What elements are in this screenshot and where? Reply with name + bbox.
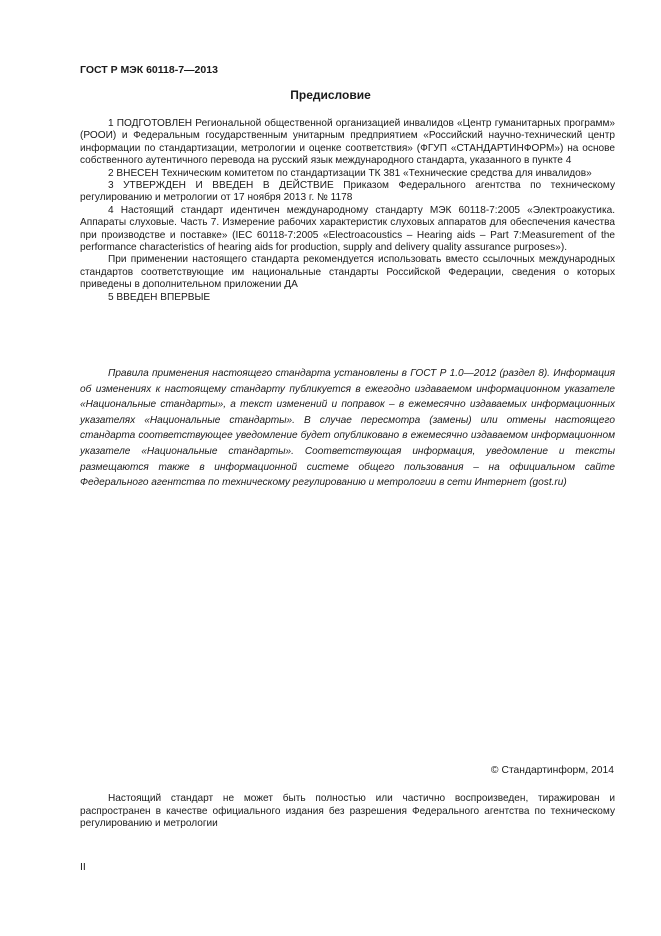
- page-number: II: [80, 861, 86, 873]
- paragraph-first-introduced: 5 ВВЕДЕН ВПЕРВЫЕ: [108, 291, 211, 303]
- copyright-symbol: ©: [490, 765, 499, 776]
- paragraph-submitted-by: 2 ВНЕСЕН Техническим комитетом по стандартизации ТК 381 «Технические средства для инвалидов»: [108, 167, 592, 179]
- foreword-body: [80, 118, 615, 304]
- page-title: Предисловие: [290, 88, 371, 102]
- paragraph-references-note: При применении настоящего стандарта рекомендуется использовать вместо ссылочных международных стандартов соответствующие им национальные стандарты Российской Федерации, сведения о которых приведены в дополнительном приложении ДА: [80, 254, 615, 291]
- copyright-line: [491, 765, 614, 776]
- paragraph-identical-standard: 4 Настоящий стандарт идентичен международному стандарту МЭК 60118-7:2005 «Электроакустика. Аппараты слуховые. Часть 7. Измерение рабочих характеристик слуховых аппаратов для обеспечения качества при производстве и поставке» (IEC 60118-7:2005 «Electroacoustics – Hearing aids – Part 7:Measurement of the performance characteristics of hearing aids for production, supply and delivery quality assurance purposes»).: [80, 204, 615, 254]
- paragraph-approved: 3 УТВЕРЖДЕН И ВВЕДЕН В ДЕЙСТВИЕ Приказом Федерального агентства по техническому регулированию и метрологии от 17 ноября 2013 г. № 1178: [80, 180, 615, 204]
- application-rules-text: Правила применения настоящего стандарта установлены в ГОСТ Р 1.0—2012 (раздел 8). Информация об изменениях к настоящему стандарту публикуется в ежегодно издаваемом информационном указателе «Национальные стандарты», а текст изменений и поправок – в ежемесячно издаваемых информационных указателях «Национальные стандарты». В случае пересмотра (замены) или отмены настоящего стандарта соответствующее уведомление будет опубликовано в ежемесячно издаваемом информационном указателе «Национальные стандарты». Соответствующая информация, уведомление и тексты размещаются также в информационной системе общего пользования – на официальном сайте Федерального агентства по техническому регулированию и метрологии в сети Интернет (gost.ru): [80, 368, 615, 489]
- copyright-text: Стандартинформ, 2014: [501, 765, 614, 776]
- paragraph-prepared-by: 1 ПОДГОТОВЛЕН Региональной общественной организацией инвалидов «Центр гуманитарных программ» (РООИ) и Федеральным государственным унитарным предприятием «Российский научно-технический центр информации по стандартизации, метрологии и оценке соответствия» (ФГУП «СТАНДАРТИНФОРМ») на основе собственного аутентичного перевода на русский язык международного стандарта, указанного в пункте 4: [80, 118, 615, 167]
- document-header-id: ГОСТ Р МЭК 60118-7—2013: [80, 64, 218, 76]
- reproduction-notice: Настоящий стандарт не может быть полностью или частично воспроизведен, тиражирован и распространен в качестве официального издания без разрешения Федерального агентства по техническому регулированию и метрологии: [80, 793, 615, 830]
